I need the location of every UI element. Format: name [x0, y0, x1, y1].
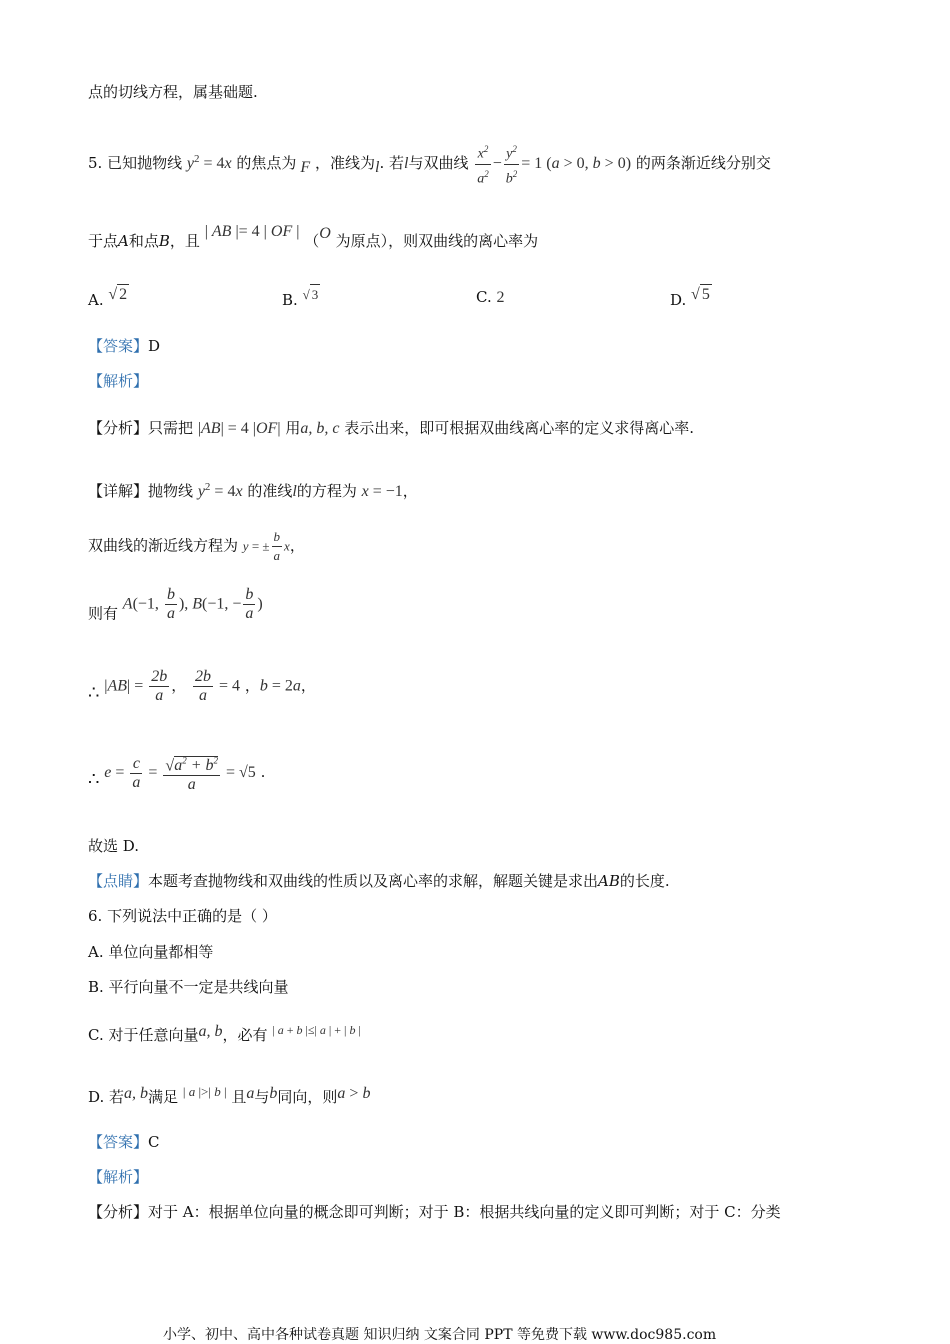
option-b-5: B. √ 3 [282, 284, 320, 310]
option-d-5: D. √ 5 [670, 286, 710, 309]
xiangjie-5: 【详解】抛物线 $y^2 = 4x$ 的准线l的方程为 x = −1， [88, 481, 418, 500]
option-c-5: C. 2 [476, 288, 505, 306]
page-footer: 小学、初中、高中各种试卷真题 知识归纳 文案合同 PPT 等免费下载 www.doc985.com [163, 1327, 717, 1343]
jiexi-5: 【解析】 [88, 372, 149, 390]
option-b-6: B. 平行向量不一定是共线向量 [88, 978, 289, 996]
therefore-line-2: ∴ e = $\frac{c}{a}$ = $\frac{√a^2 + b^2}{a}$ = √5 . [88, 752, 265, 794]
option-a-5: A. √ 2 [88, 286, 128, 309]
question-5-line-2: 于点A和点B，且 | AB |= 4 | OF | （O 为原点），则双曲线的离心率为 [88, 223, 539, 250]
intro-tail: 点的切线方程，属基础题. [88, 83, 258, 101]
jiexi-6: 【解析】 [88, 1168, 149, 1186]
fenxi-6: 【分析】对于 A：根据单位向量的概念即可判断；对于 B：根据共线向量的定义即可判断；对于 C：分类 [88, 1203, 781, 1221]
asymptote-line: 双曲线的渐近线方程为 y = ± $\frac{b}{a}$ x， [88, 529, 305, 563]
question-5-line-1: 5. 已知抛物线 $y^2 = 4x$ 的焦点为 F ，准线为l. 若l与双曲线 $\frac{x^2}{a^2}$ − $\frac{y^2}{b^2}$ = 1 (a > 0, b > 0) 的两条渐近线分别交 [88, 140, 771, 188]
dianjing-5: 【点睛】本题考查抛物线和双曲线的性质以及离心率的求解，解题关键是求出AB的长度. [88, 872, 670, 890]
question-6-stem: 6. 下列说法中正确的是（ ） [88, 907, 277, 925]
answer-6: 【答案】C [88, 1133, 160, 1151]
guxuan-5: 故选 D. [88, 837, 140, 855]
option-c-6: C. 对于任意向量a, b，必有 | $^a$ + $^b$ |≤| $^a$ | + | $^b$ | [88, 1023, 361, 1044]
then-line: 则有 A(−1, $\frac{b}{a}$ ), B(−1, − $\frac{b}{a}$ ) [88, 586, 263, 623]
answer-5: 【答案】D [88, 337, 161, 355]
option-a-6: A. 单位向量都相等 [88, 943, 214, 961]
fenxi-5: 【分析】只需把 |AB| = 4 |OF| 用a, b, c 表示出来，即可根据双曲线离心率的定义求得离心率. [88, 419, 694, 437]
option-d-6: D. 若a, b满足 | a |>| b | 且a与b同向，则a > b [88, 1084, 371, 1106]
therefore-line-1: ∴ |AB| = $\frac{2b}{a}$ ， $\frac{2b}{a}$ = 4 ，b = 2a， [88, 668, 316, 704]
